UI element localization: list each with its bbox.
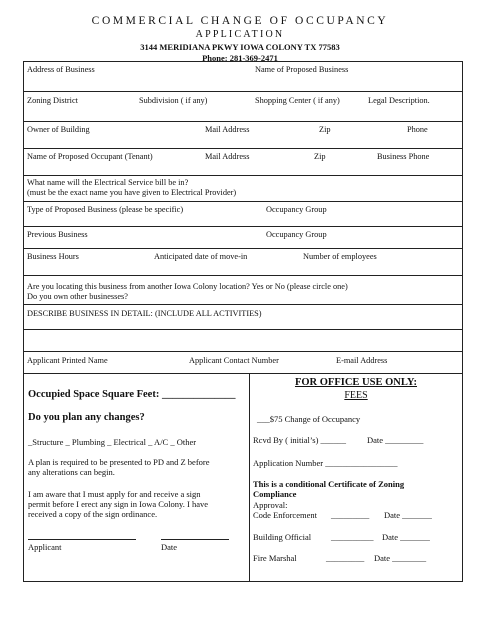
row-business-type[interactable] xyxy=(24,202,462,227)
row-electrical-service[interactable] xyxy=(24,176,462,202)
applicant-signature-line[interactable] xyxy=(28,539,136,540)
change-types-checklist[interactable]: _Structure _ Plumbing _ Electrical _ A/C _ Other xyxy=(28,437,197,447)
fire-marshal-date[interactable]: Date ________ xyxy=(374,553,427,563)
label-subdivision: Subdivision ( if any) xyxy=(139,96,208,105)
label-occupancy-group: Occupancy Group xyxy=(266,205,327,214)
label-building-official: Building Official xyxy=(253,532,312,542)
application-form xyxy=(23,61,463,582)
changes-question: Do you plan any changes? xyxy=(28,412,145,423)
plan-requirement-line-2: any alterations can begin. xyxy=(28,467,115,477)
label-electrical-service-name: What name will the Electrical Service bill be in? xyxy=(27,178,189,187)
label-applicant-signature: Applicant xyxy=(28,542,62,552)
fee-change-of-occupancy[interactable]: ___$75 Change of Occupancy xyxy=(257,414,361,424)
label-name-of-proposed-business: Name of Proposed Business xyxy=(255,65,349,74)
sign-permit-line-1: I am aware that I must apply for and receive a sign xyxy=(28,489,201,499)
label-zoning-district: Zoning District xyxy=(27,96,78,105)
building-official-date[interactable]: Date _______ xyxy=(382,532,430,542)
form-title: COMMERCIAL CHANGE OF OCCUPANCY xyxy=(91,15,389,27)
sign-permit-line-2: permit before I erect any sign in Iowa Colony. I have xyxy=(28,499,209,509)
label-email-address: E-mail Address xyxy=(336,356,388,365)
row-business-hours[interactable] xyxy=(24,249,462,276)
label-electrical-provider-note: (must be the exact name you have given to Electrical Provider) xyxy=(27,188,237,197)
row-occupant[interactable] xyxy=(24,149,462,176)
row-describe-business[interactable] xyxy=(24,305,462,330)
label-business-hours: Business Hours xyxy=(27,252,79,261)
label-occupant-zip: Zip xyxy=(314,152,326,161)
row-description-continued[interactable] xyxy=(24,330,462,352)
label-owner-mail-address: Mail Address xyxy=(205,125,250,134)
square-feet-field[interactable]: Occupied Space Square Feet: ______________ xyxy=(28,389,236,400)
label-legal-description: Legal Description. xyxy=(368,96,430,105)
label-shopping-center: Shopping Center ( if any) xyxy=(255,96,340,105)
label-applicant-contact-number: Applicant Contact Number xyxy=(189,356,279,365)
label-previous-occupancy-group: Occupancy Group xyxy=(266,230,327,239)
label-occupant-mail-address: Mail Address xyxy=(205,152,250,161)
label-business-phone: Business Phone xyxy=(377,152,430,161)
building-official-signature[interactable]: __________ xyxy=(331,532,374,542)
label-code-enforcement: Code Enforcement xyxy=(253,510,317,520)
label-applicant-date: Date xyxy=(161,542,178,552)
label-applicant-printed-name: Applicant Printed Name xyxy=(27,356,108,365)
row-previous-business[interactable] xyxy=(24,227,462,249)
conditional-certificate-line-2: Compliance xyxy=(253,489,297,499)
label-previous-business: Previous Business xyxy=(27,230,88,239)
sign-permit-line-3: received a copy of the sign ordinance. xyxy=(28,509,158,519)
office-address: 3144 MERIDIANA PKWY IOWA COLONY TX 77583 xyxy=(140,42,340,52)
conditional-certificate-line-1: This is a conditional Certificate of Zoning xyxy=(253,479,405,489)
applicant-date-line[interactable] xyxy=(161,539,229,540)
label-owner-zip: Zip xyxy=(319,125,331,134)
form-subtitle: APPLICATION xyxy=(195,29,285,40)
office-phone: Phone: 281-369-2471 xyxy=(202,53,278,63)
approval-label: Approval: xyxy=(253,500,288,510)
label-proposed-occupant: Name of Proposed Occupant (Tenant) xyxy=(27,152,153,161)
plan-requirement-line-1: A plan is required to be presented to PD and Z before xyxy=(28,457,210,467)
label-relocation-question: Are you locating this business from another Iowa Colony location? Yes or No (please circle one) xyxy=(27,282,348,291)
code-enforcement-signature[interactable]: _________ xyxy=(331,510,370,520)
label-owner-of-building: Owner of Building xyxy=(27,125,90,134)
row-business-address[interactable] xyxy=(24,62,462,92)
fire-marshal-signature[interactable]: _________ xyxy=(326,553,365,563)
label-move-in-date: Anticipated date of move-in xyxy=(154,252,248,261)
row-zoning[interactable] xyxy=(24,92,462,122)
fees-heading: FEES xyxy=(344,390,368,401)
received-date-field[interactable]: Date _________ xyxy=(367,435,424,445)
column-divider xyxy=(249,374,250,582)
row-applicant-contact[interactable] xyxy=(24,352,462,374)
row-owner[interactable] xyxy=(24,122,462,149)
received-by-field[interactable]: Rcvd By ( initial’s) ______ xyxy=(253,435,347,445)
application-number-field[interactable]: Application Number _________________ xyxy=(253,458,398,468)
label-fire-marshal: Fire Marshal xyxy=(253,553,297,563)
label-owner-phone: Phone xyxy=(407,125,428,134)
label-describe-business: DESCRIBE BUSINESS IN DETAIL: (INCLUDE ALL ACTIVITIES) xyxy=(27,309,262,318)
label-number-of-employees: Number of employees xyxy=(303,252,377,261)
label-address-of-business: Address of Business xyxy=(27,65,95,74)
code-enforcement-date[interactable]: Date _______ xyxy=(384,510,432,520)
label-other-businesses: Do you own other businesses? xyxy=(27,292,128,301)
row-relocation[interactable] xyxy=(24,276,462,305)
label-type-of-business: Type of Proposed Business (please be specific) xyxy=(27,205,184,214)
office-use-heading: FOR OFFICE USE ONLY: xyxy=(294,377,418,388)
